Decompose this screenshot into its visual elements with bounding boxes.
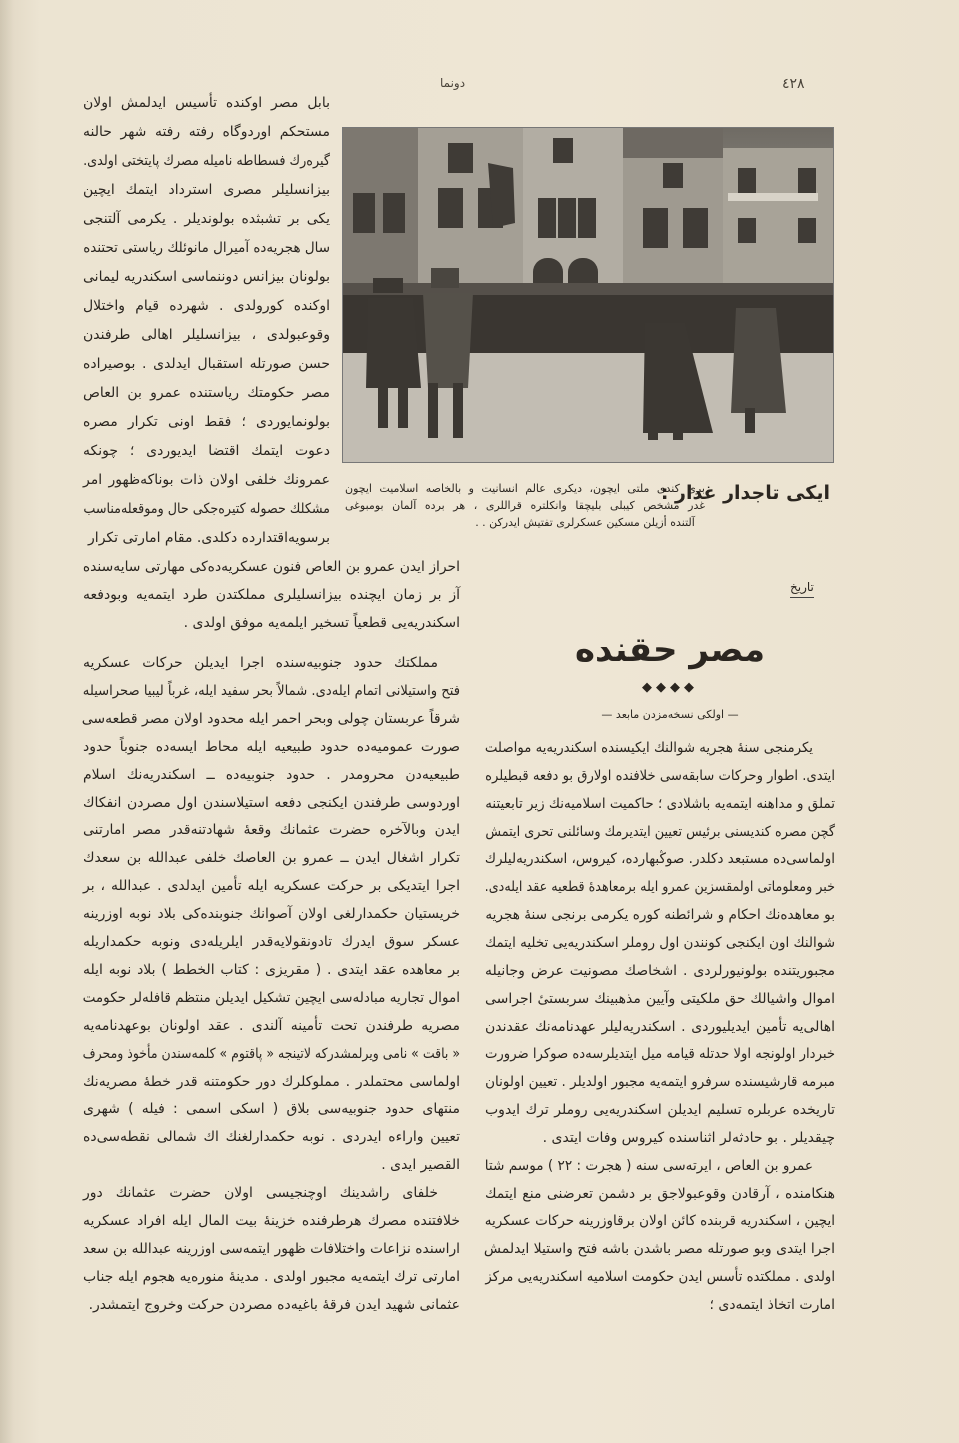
text-line: خریستیان حکمدارلغی اولان آصوانك جنوبنده‌کی بلاد نوبه اوزرینه — [83, 906, 460, 923]
text-line: وقوعبولدی ، بیزانسلیلر اهالی طرفندن — [83, 327, 330, 343]
text-line: منتهای حدود جنوبیه‌سی بلاق ( اسکی اسمی : فیله ) شهری — [83, 1101, 460, 1118]
caption-line: آلتنده أزیلن مسکین عسکرلری تفتیش ایدرکن . . — [475, 516, 695, 529]
text-line: اموال واشیالك حق ملکیتی وآیین مذهبینك سربستیٔ اجراسی — [485, 990, 835, 1007]
text-line: مصریه طرفندن تحت تأمینه آلندی . عقد اولونان بوعهدنامه‌یه — [83, 1017, 460, 1034]
text-line: تکرار اشغال ایدن ــ عمرو بن العاصك خلفی عبدالله بن سعدك — [83, 850, 460, 867]
text-line: خلفای راشدینك اوچنجیسی اولان حضرت عثمانك دور — [83, 1185, 438, 1202]
text-line: امارتی ترك ایتمه‌یه مجبور اولدی . مدینهٔ منوره‌یه هجوم ایله جناب — [83, 1268, 460, 1285]
text-line: مصر حکومتك ریاستنده عمرو بن العاص — [83, 385, 330, 401]
text-line: طبیعیه‌دن محرومدر . حدود جنوبیه‌ده ــ اسکندریه‌نك اسلام — [83, 766, 460, 783]
text-line: فتح واستیلانی اتمام ایله‌دی. شمالاً بحر سفید ایله، غرباً لیبیا صحراسیله — [82, 682, 461, 699]
text-line: اجرا ایتدیکی بر حرکت عسکریه ایله تأمین ایدلدی . عبدالله ، بر — [83, 878, 460, 895]
text-line: خلافتنده مصرك هرطرفنده خزینهٔ بیت المال ایله افراد عسکریه — [83, 1213, 460, 1229]
caption-line: بری کندی ملتی ایچون، دیکری عالم انسانیت و بالخاصه اسلامیت ایچون — [345, 482, 705, 495]
text-line: احراز ایدن عمرو بن العاص فنون عسکریه‌ده‌کی مهارتی سایه‌سنده — [82, 559, 461, 575]
caption-line: غدر مشخص کیبلی بلیچقا وانکلتره قراللری ، هر برده آلمان بومبوغی — [345, 499, 705, 512]
text-line: عمرو بن العاص ، ایرته‌سی سنه ( هجرت : ۲۲ ) موسم شتا — [484, 1157, 813, 1174]
text-line: تعیین واراءه ایدردی . نوبه حکمدارلغنك اك شمالی نقطه‌سی‌ده — [83, 1129, 460, 1146]
text-line: بو معاهده‌نك احکام و شرائطنه کوره یکرمی برنجی سنهٔ هجریه — [485, 907, 835, 924]
text-line: اولماسی‌ده مستبعد دکلدر. صوڭبهارده، کیروس، اسکندریه‌لیلرك — [484, 851, 835, 868]
text-line: عثمانی شهید ایدن فرقهٔ باغیه‌ده مصردن حرکت وخروج ایتمشدر. — [88, 1296, 460, 1313]
text-line: چیقدیلر . بو حادثه‌لر اثناسنده کیروس وفات ایتدی . — [542, 1129, 835, 1146]
article-subtitle: — اولکی نسخه‌مزدن مابعد — — [601, 708, 739, 721]
text-line: اجرا ایتدی وبو صورتله مصر باشدن باشه فتح واستیلا ایدلمش — [483, 1241, 835, 1258]
caption-title: ایکی تاجدار غدار : — [660, 482, 830, 504]
text-line: اوردوسی طرفندن ایکنجی دفعه استیلاسندن اول مصردن انفکاك — [83, 794, 460, 811]
text-line: القصیر ایدی . — [381, 1157, 460, 1174]
text-line: بولونان بیزانس دوننماسی اسکندریه لیمانی — [83, 269, 330, 285]
page-number: ٤٢٨ — [782, 76, 805, 92]
text-line: ایتدی. اطوار وحرکات سابقه‌سی خلافنده اولارق بو دفعه قبطیلره — [485, 767, 835, 784]
text-line: عسکر سوق ایدرك تادونقولایه‌قدر ایلریله‌دی ونوبه حکمداریله — [83, 934, 460, 950]
photo-street-scene — [343, 128, 833, 462]
text-line: امارت اتخاذ ایتمه‌دی ؛ — [709, 1297, 835, 1313]
text-line: بیزانسلیلر مصری استرداد ایتمك ایچین — [83, 182, 330, 198]
text-line: مستحکم اوردوگاه رفته رفته شهر حالنه — [83, 124, 330, 140]
text-line: اولماسی محتملدر . مملوکلرك دور حکومتنه قدر خطهٔ مصریه‌نك — [83, 1073, 460, 1090]
text-line: عمرونك خلفی اولان ذات بوناکه‌ظهور امر — [83, 472, 330, 488]
text-line: گیره‌رك فسطاطه نامیله مصرك پایتختی اولدی. — [83, 153, 331, 169]
text-line: تاریخده عربلره تسلیم ایدیلن اسکندریه‌یی روملر ترك ایدوب — [485, 1102, 835, 1119]
text-line: مبرمه قارشیسنده سرفرو ایتمه‌یه مجبور اولدیلر . تعیین اولونان — [485, 1074, 835, 1091]
text-line: صورت عمومیه‌ده حدود طبیعیه ایله محاط ایسه‌ده جنوباً حدود — [83, 738, 460, 755]
text-line: یکی بر تشبثده بولوندیلر . یکرمی آلتنجی — [83, 211, 330, 227]
text-line: بولونمایوردی ؛ فقط اونی تکرار مصره — [83, 414, 330, 430]
text-line: آز بر زمان ایچنده بیزانسلیلری مملکتدن طرد ایتمه‌یه وبودفعه — [83, 586, 460, 603]
text-line: مجبوریتنده بولونیورلردی . اشخاصك مصونیت عرض وجانیله — [485, 962, 835, 979]
article-title: مصر حقنده — [574, 630, 766, 670]
text-line: اموال تجاریه مبادله‌سی ایچین تشکیل ایدیلن منتظم قافله‌لر حکومت — [82, 989, 461, 1006]
text-line: سال هجریه‌ده آمیرال مانوئلك ریاستی تحتنده — [83, 240, 331, 256]
text-line: اولدی . مملکتده تأسس ایدن حکومت اسلامیه اسکندریه‌یی مرکز — [485, 1269, 835, 1286]
text-line: تملق و مداهنه ایتمه‌یه باشلادی ؛ حاکمیت اسلامیه‌نك زیر تابعیتنه — [485, 795, 835, 812]
text-line: مشکلك حصوله کتیره‌جکی حال وموقعله‌مناسب — [83, 501, 330, 517]
text-line: ایدن وبالآخره حضرت عثمانك وقعهٔ شهادتنه‌قدر مصر امارتنی — [83, 822, 460, 839]
text-line: شرقاً عربستان چولی وبحر احمر ایله محدود اولان مصر قطعه‌سی — [81, 710, 460, 727]
text-line: خبردار اولونجه اولا حدتله قیامه میل ایتدیلرسه‌ده صوکرا ضرورت — [485, 1046, 835, 1063]
text-line: اسکندریه‌یی قطعیاً تسخیر ایلمه‌یه موفق اولدی . — [183, 614, 460, 631]
diamond-ornament-icon: ◆◆◆◆ — [642, 680, 698, 695]
text-line: اهالی‌یه تأمین ایدیلیوردی . اسکندریه‌لیلر عهدنامه‌نك عقدندن — [485, 1018, 835, 1035]
text-line: برسویه‌اقتدارده دکلدی. مقام امارتی تکرار — [88, 530, 330, 546]
text-line: خبر ومعلوماتی اولمقسزین عمرو ایله برمعاهدهٔ قطعیه عقد ایله‌دی. — [484, 879, 835, 896]
text-line: بابل مصر اوکنده تأسیس ایدلمش اولان — [83, 95, 330, 111]
text-line: یکرمنجی سنهٔ هجریه شوالنك ایکیسنده اسکندریه‌یه مواصلت — [484, 740, 813, 756]
text-line: اراسنده نزاعات واختلافات ظهور ایتمه‌سی اوزرینه عبدالله بن سعد — [82, 1240, 460, 1257]
text-line: اوکنده کورولدی . شهرده قیام واختلال — [83, 298, 330, 314]
running-title: دونما — [440, 76, 466, 90]
text-line: دعوت ایتمك اقتضا ایدیوردی ؛ چونکه — [83, 443, 330, 459]
text-line: مملکتك حدود جنوبیه‌سنده اجرا ایدیلن حرکات عسکریه — [83, 655, 438, 671]
news-photo — [342, 127, 834, 463]
text-line: هنکامنده ، آرقادن وقوعبولاجق بر دشمن تعرضنی منع ایتمك — [485, 1185, 835, 1202]
text-line: شوالنك اون ایکنجی کونندن اول روملر اسکندریه‌یی تخلیه ایتمك — [485, 934, 835, 951]
text-line: گچن مصره کندیسنی برئیس تعیین ایتدیرمك وسائلنی تحری ایتمش — [485, 823, 835, 840]
text-line: حسن صورتله استقبال ایدلدی . بوصیراده — [83, 356, 330, 372]
section-label: تاریخ — [790, 580, 814, 598]
text-line: « باقت » نامی ویرلمشدرکه لاتینجه « پاقتوم » کلمه‌سندن مأخوذ ومحرف — [82, 1045, 460, 1062]
text-line: بر معاهده عقد ایتدی . ( مقریزی : کتاب الخطط ) بلاد نوبه ایله — [83, 961, 460, 978]
text-line: ایچین ، اسکندریه قربنده کائن اولان برقاوزرینه حرکات عسکریه — [484, 1213, 835, 1230]
